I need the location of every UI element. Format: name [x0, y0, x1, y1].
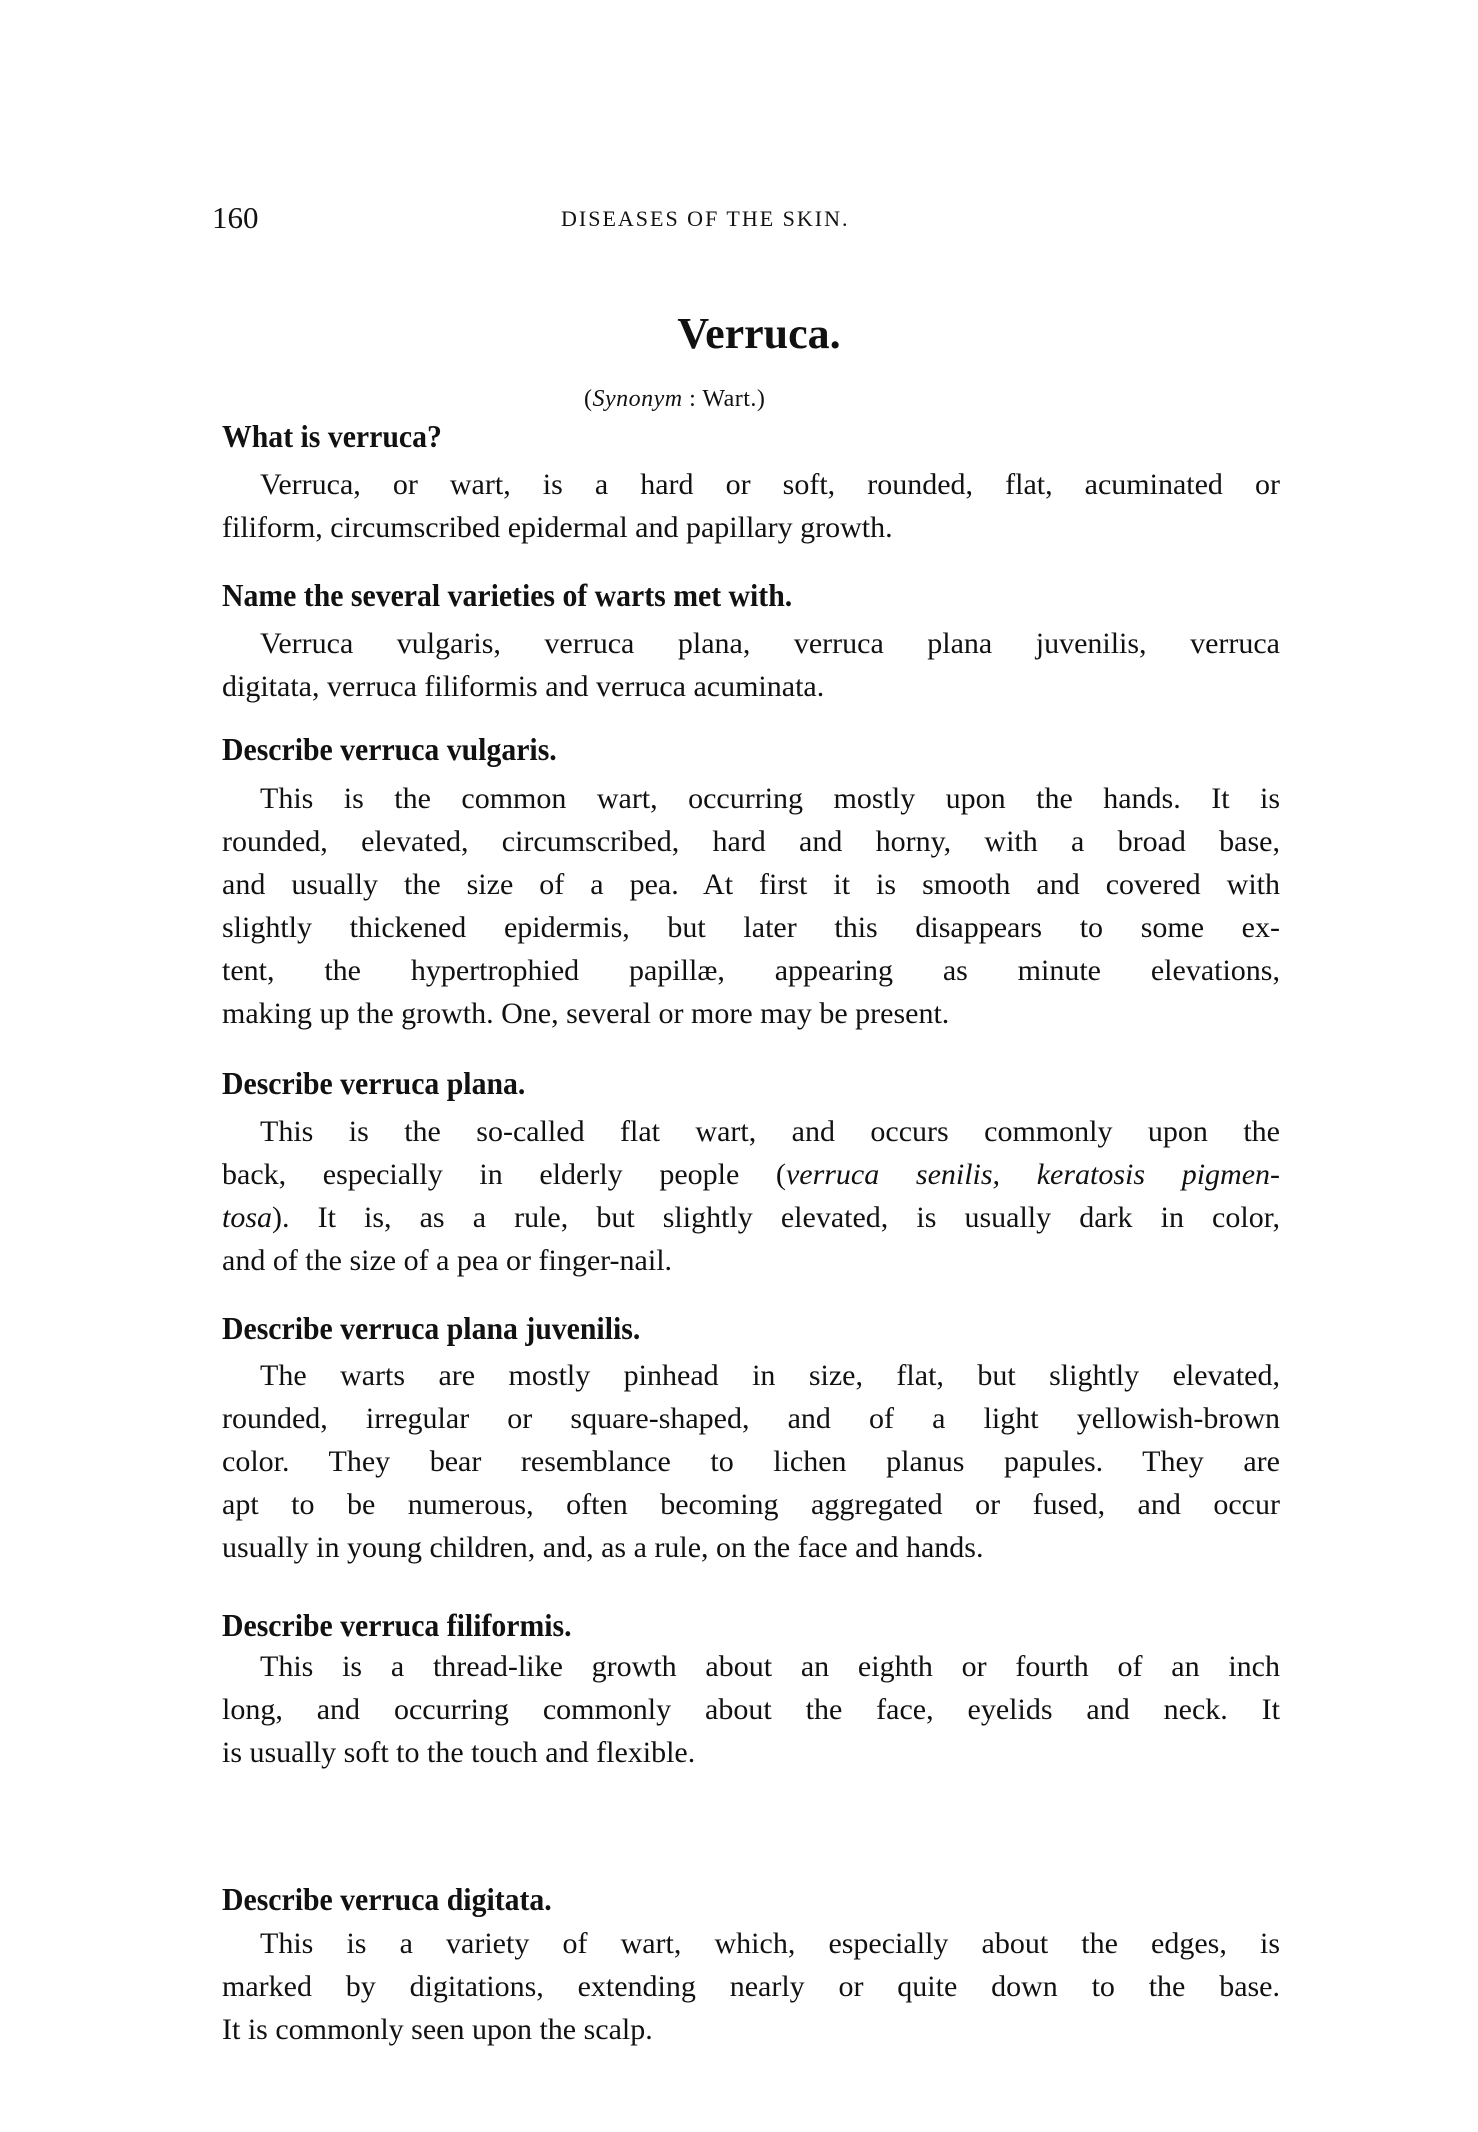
- text-line: [222, 777, 1280, 820]
- section-heading: Describe verruca digitata.: [222, 1881, 552, 1917]
- text-segment: This is a variety of wart, which, especially about the edges, is: [260, 1927, 1280, 1960]
- text-segment: tent, the hypertrophied papillæ, appearing as minute elevations,: [222, 954, 1280, 987]
- section-paragraph: [222, 622, 1280, 708]
- synonym-value: : Wart.): [682, 386, 766, 412]
- text-segment: digitata, verruca filiformis and verruca acuminata.: [222, 670, 825, 703]
- text-line: [222, 863, 1280, 906]
- text-line: [222, 992, 1280, 1035]
- section-paragraph: [222, 1645, 1280, 1774]
- text-line: [222, 1731, 1280, 1774]
- text-line: [222, 1965, 1280, 2008]
- text-segment: This is the so-called flat wart, and occurs commonly upon the: [260, 1115, 1280, 1148]
- section-heading: Describe verruca vulgaris.: [222, 731, 557, 767]
- text-line: [222, 1239, 1280, 1282]
- text-line: [222, 2008, 1280, 2051]
- text-segment: making up the growth. One, several or more may be present.: [222, 997, 950, 1030]
- section-heading: Name the several varieties of warts met with.: [222, 577, 793, 613]
- text-segment: and usually the size of a pea. At first it is smooth and covered with: [222, 868, 1280, 901]
- text-segment: ). It is, as a rule, but slightly elevated, is usually dark in color,: [272, 1201, 1280, 1234]
- section-paragraph: [222, 1110, 1280, 1282]
- italic-text: tosa: [222, 1201, 273, 1234]
- text-line: [222, 463, 1280, 506]
- text-segment: The warts are mostly pinhead in size, flat, but slightly elevated,: [260, 1359, 1280, 1392]
- text-line: [222, 1110, 1280, 1153]
- text-line: [222, 1483, 1280, 1526]
- text-line: [222, 1354, 1280, 1397]
- synonym-label: Synonym: [592, 386, 683, 412]
- text-line: [222, 1397, 1280, 1440]
- section-heading: Describe verruca plana juvenilis.: [222, 1310, 641, 1346]
- text-segment: rounded, elevated, circumscribed, hard and horny, with a broad base,: [222, 825, 1280, 858]
- running-head: DISEASES OF THE SKIN.: [561, 206, 850, 231]
- section-paragraph: [222, 777, 1280, 1035]
- text-line: [222, 665, 1280, 708]
- italic-text: verruca senilis, keratosis pigmen-: [785, 1158, 1280, 1191]
- section-heading: What is verruca?: [222, 418, 442, 454]
- chapter-title: Verruca.: [677, 309, 841, 358]
- text-segment: slightly thickened epidermis, but later this disappears to some ex-: [222, 911, 1280, 944]
- text-line: [222, 622, 1280, 665]
- text-line: [222, 820, 1280, 863]
- text-line: [222, 1196, 1280, 1239]
- section-paragraph: [222, 1922, 1280, 2051]
- text-segment: marked by digitations, extending nearly or quite down to the base.: [222, 1970, 1280, 2003]
- text-line: [222, 1153, 1280, 1196]
- synonym-line: [584, 386, 765, 413]
- text-segment: is usually soft to the touch and flexible.: [222, 1736, 696, 1769]
- text-segment: apt to be numerous, often becoming aggregated or fused, and occur: [222, 1488, 1280, 1521]
- page-number: 160: [212, 200, 259, 235]
- text-segment: rounded, irregular or square-shaped, and of a light yellowish-brown: [222, 1402, 1280, 1435]
- text-line: [222, 1440, 1280, 1483]
- text-line: [222, 1922, 1280, 1965]
- text-segment: This is the common wart, occurring mostly upon the hands. It is: [260, 782, 1280, 815]
- text-line: [222, 506, 1280, 549]
- section-paragraph: [222, 463, 1280, 549]
- text-segment: Verruca vulgaris, verruca plana, verruca plana juvenilis, verruca: [260, 627, 1280, 660]
- text-segment: usually in young children, and, as a rule, on the face and hands.: [222, 1531, 984, 1564]
- text-line: [222, 1526, 1280, 1569]
- text-line: [222, 1688, 1280, 1731]
- text-segment: It is commonly seen upon the scalp.: [222, 2013, 653, 2046]
- section-heading: Describe verruca filiformis.: [222, 1607, 572, 1643]
- text-segment: color. They bear resemblance to lichen planus papules. They are: [222, 1445, 1280, 1478]
- text-segment: back, especially in elderly people (: [222, 1158, 786, 1191]
- text-segment: Verruca, or wart, is a hard or soft, rounded, flat, acuminated or: [260, 468, 1280, 501]
- section-paragraph: [222, 1354, 1280, 1569]
- text-segment: long, and occurring commonly about the face, eyelids and neck. It: [222, 1693, 1280, 1726]
- text-line: [222, 1645, 1280, 1688]
- text-segment: filiform, circumscribed epidermal and papillary growth.: [222, 511, 893, 544]
- text-segment: This is a thread-like growth about an eighth or fourth of an inch: [260, 1650, 1280, 1683]
- section-heading: Describe verruca plana.: [222, 1065, 526, 1101]
- text-segment: and of the size of a pea or finger-nail.: [222, 1244, 673, 1277]
- synonym-open: (: [584, 386, 593, 412]
- text-line: [222, 906, 1280, 949]
- text-line: [222, 949, 1280, 992]
